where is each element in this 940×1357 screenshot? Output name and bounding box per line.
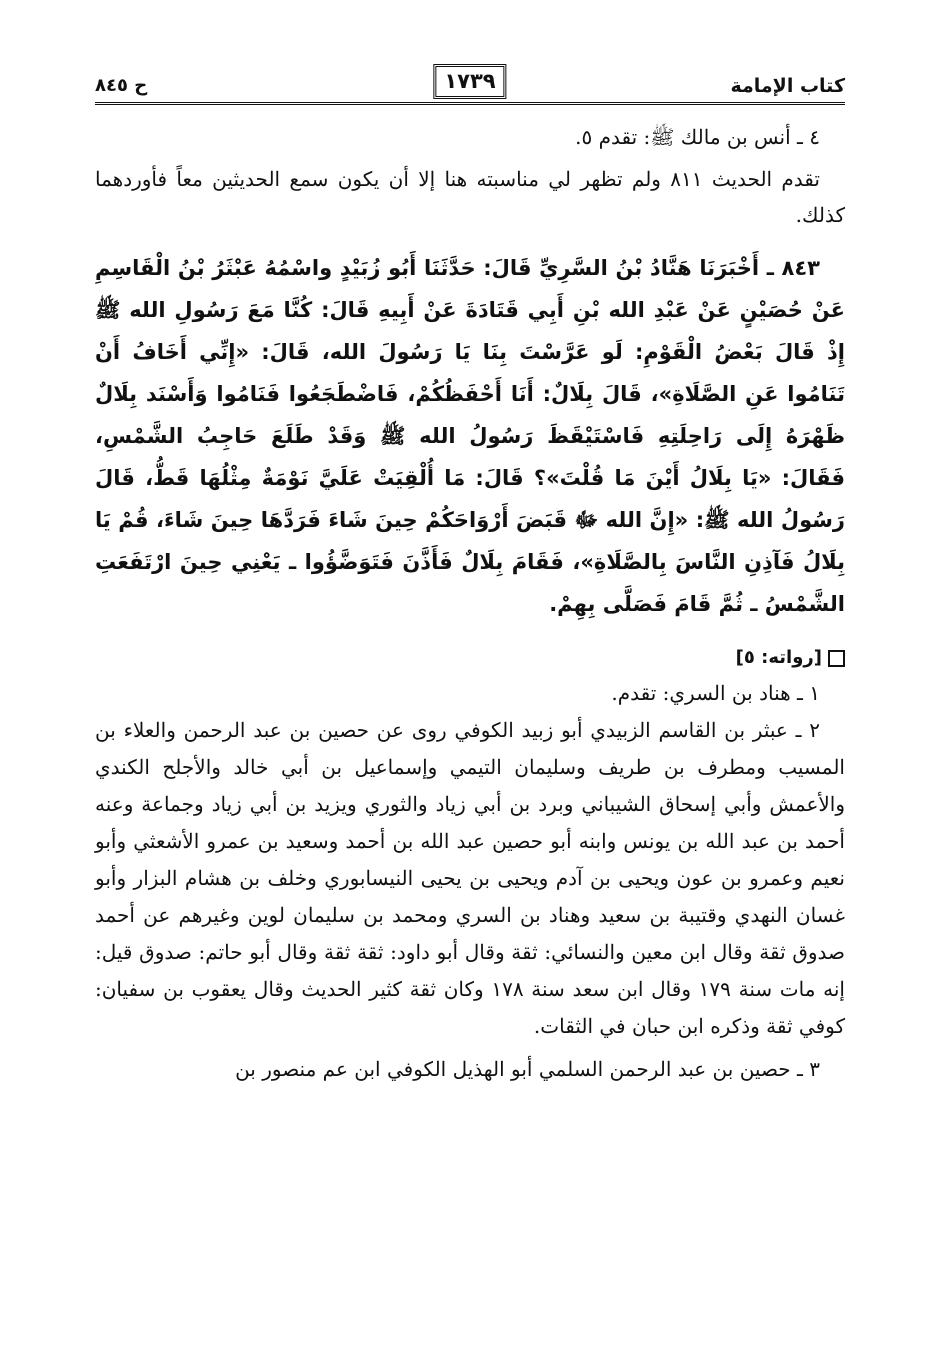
page-header bbox=[95, 60, 845, 100]
narrators-heading bbox=[95, 641, 845, 675]
hadith-reference: ح ٨٤٥ bbox=[95, 75, 148, 96]
narrator-item-1: ١ ـ هناد بن السري: تقدم. bbox=[611, 681, 820, 705]
page-content bbox=[95, 119, 845, 1088]
narrator-item-4: ٤ ـ أنس بن مالك ﷺ: تقدم ٥. bbox=[575, 125, 820, 149]
header-divider bbox=[95, 102, 845, 105]
square-bullet-icon bbox=[828, 650, 845, 667]
page-number: ١٧٣٩ bbox=[433, 64, 506, 99]
hadith-text: ٨٤٣ ـ أَخْبَرَنَا هَنَّادُ بْنُ السَّرِيِّ قَالَ: حَدَّثَنَا أَبُو زُبَيْدٍ واسْمُهُ عَبْثَرُ بْنُ الْقَاسِمِ عَنْ حُصَيْنٍ عَنْ عَبْدِ الله بْنِ أَبِي قَتَادَةَ عَنْ أَبِيهِ قَالَ: كُنَّا مَعَ رَسُولِ الله ﷺ إِذْ قَالَ بَعْضُ الْقَوْمِ: لَو عَرَّسْتَ بِنَا يَا رَسُولَ الله، قَالَ: «إِنِّي أَخَافُ أَنْ تَنَامُوا عَنِ الصَّلَاةِ»، قَالَ بِلَالٌ: أَنَا أَحْفَظُكُمْ، فَاضْطَجَعُوا فَنَامُوا وَأَسْنَد بِلَالٌ ظَهْرَهُ إِلَى رَاحِلَتِهِ فَاسْتَيْقَظَ رَسُولُ الله ﷺ وَقَدْ طَلَعَ حَاجِبُ الشَّمْسِ، فَقَالَ: «يَا بِلَالُ أَيْنَ مَا قُلْتَ»؟ قَالَ: مَا أُلْقِيَتْ عَلَيَّ نَوْمَةٌ مِثْلُهَا قَطُّ، قَالَ رَسُولُ الله ﷺ: «إِنَّ الله ﷻ قَبَضَ أَرْوَاحَكُمْ حِينَ شَاءَ فَرَدَّهَا حِينَ شَاءَ، قُمْ يَا بِلَالُ فَآذِنِ النَّاسَ بِالصَّلَاةِ»، فَقَامَ بِلَالٌ فَأَذَّنَ فَتَوَضَّؤُوا ـ يَعْنِي حِينَ ارْتَفَعَتِ الشَّمْسُ ـ ثُمَّ قَامَ فَصَلَّى بِهِمْ. bbox=[95, 256, 845, 616]
commentary-note: تقدم الحديث ٨١١ ولم تظهر لي مناسبته هنا إلا أن يكون سمع الحديثين معاً فأوردهما كذلك. bbox=[95, 167, 845, 227]
book-page bbox=[95, 60, 845, 1088]
narrator-item-2: ٢ ـ عبثر بن القاسم الزبيدي أبو زبيد الكوفي روى عن حصين بن عبد الرحمن والعلاء بن المسيب ومطرف بن طريف وسليمان التيمي وإسماعيل بن أبي خالد والأجلح الكندي والأعمش وأبي إسحاق الشيباني وبرد بن أبي زياد والثوري ويزيد بن أبي زياد وجماعة وعنه أحمد بن عبد الله بن يونس وابنه أبو حصين عبد الله بن أحمد وسعيد بن عمرو الأشعثي وأبو نعيم وعمرو بن عون ويحيى بن آدم ويحيى بن يحيى النيسابوري وخلف بن هشام البزار وأبو غسان النهدي وقتيبة بن سعيد وهناد بن السري ومحمد بن سليمان لوين وغيرهم عن أحمد صدوق ثقة وقال ابن معين والنسائي: ثقة وقال أبو داود: ثقة ثقة وقال أبو حاتم: صدوق قيل: إنه مات سنة ١٧٩ وقال ابن سعد سنة ١٧٨ وكان ثقة كثير الحديث وقال يعقوب بن سفيان: كوفي ثقة وذكره ابن حبان في الثقات. bbox=[95, 718, 845, 1038]
narrator-item-3: ٣ ـ حصين بن عبد الرحمن السلمي أبو الهذيل الكوفي ابن عم منصور بن bbox=[235, 1057, 820, 1081]
narrators-heading-label: [رواته: ٥] bbox=[735, 647, 822, 668]
book-title: كتاب الإمامة bbox=[730, 75, 845, 97]
